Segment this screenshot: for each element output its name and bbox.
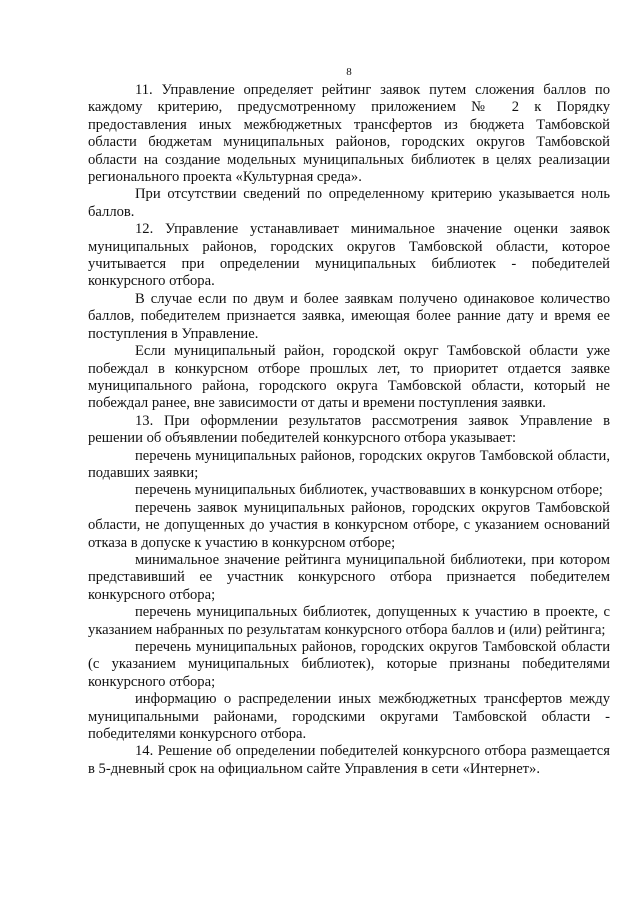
list-item-minimum-rating: минимальное значение рейтинга муниципальной библиотеки, при котором представивший ее участник конкурсного отбора признается победителем конкурсного отбора;: [88, 551, 610, 603]
list-item-rejected-applications: перечень заявок муниципальных районов, городских округов Тамбовской области, не допущенных до участия в конкурсном отборе, с указанием оснований отказа в допуске к участию в конкурсном отборе;: [88, 499, 610, 551]
list-item-libraries-participated: перечень муниципальных библиотек, участвовавших в конкурсном отборе;: [135, 482, 603, 499]
list-item-winner-districts: перечень муниципальных районов, городских округов Тамбовской области (с указанием муниципальных библиотек), которые признаны победителями конкурсного отбора;: [88, 639, 610, 690]
paragraph-11-note: При отсутствии сведений по определенному критерию указывается ноль баллов.: [88, 186, 610, 220]
list-item-transfer-distribution: информацию о распределении иных межбюджетных трансфертов между муниципальными районами, городскими округами Тамбовской области - победителями конкурсного отбора.: [88, 691, 610, 743]
paragraph-14: 14. Решение об определении победителей конкурсного отбора размещается в 5-дневный срок на официальном сайте Управления в сети «Интернет».: [88, 743, 610, 777]
paragraph-12: 12. Управление устанавливает минимальное значение оценки заявок муниципальных районов, городских округов Тамбовской области, которое учитывается при определении муниципальных библиотек - победителей конкурсного отбора.: [88, 221, 610, 290]
list-item-admitted-libraries: перечень муниципальных библиотек, допущенных к участию в проекте, с указанием набранных по результатам конкурсного отбора баллов и (или) рейтинга;: [88, 604, 610, 638]
paragraph-11: 11. Управление определяет рейтинг заявок путем сложения баллов по каждому критерию, предусмотренному приложением № 2 к Порядку предоставления иных межбюджетных трансфертов из бюджета Тамбовской области бюджетам муниципальных районов, городских округов Тамбовской области на создание модельных муниципальных библиотек в целях реализации регионального проекта «Культурная среда».: [88, 82, 610, 186]
paragraph-12-priority: Если муниципальный район, городской округ Тамбовской области уже побеждал в конкурсном отборе прошлых лет, то приоритет отдается заявке муниципального района, городского округа Тамбовской области, который не побеждал ранее, вне зависимости от даты и времени поступления заявки.: [88, 343, 610, 412]
paragraph-13: 13. При оформлении результатов рассмотрения заявок Управление в решении об объявлении победителей конкурсного отбора указывает:: [88, 412, 610, 447]
list-item-districts-applied: перечень муниципальных районов, городских округов Тамбовской области, подавших заявки;: [88, 447, 610, 481]
paragraph-12-equal-score: В случае если по двум и более заявкам получено одинаковое количество баллов, победителем признается заявка, имеющая более ранние дату и время ее поступления в Управление.: [88, 290, 610, 342]
page-number: 8: [346, 66, 352, 78]
document-page: [88, 66, 610, 778]
